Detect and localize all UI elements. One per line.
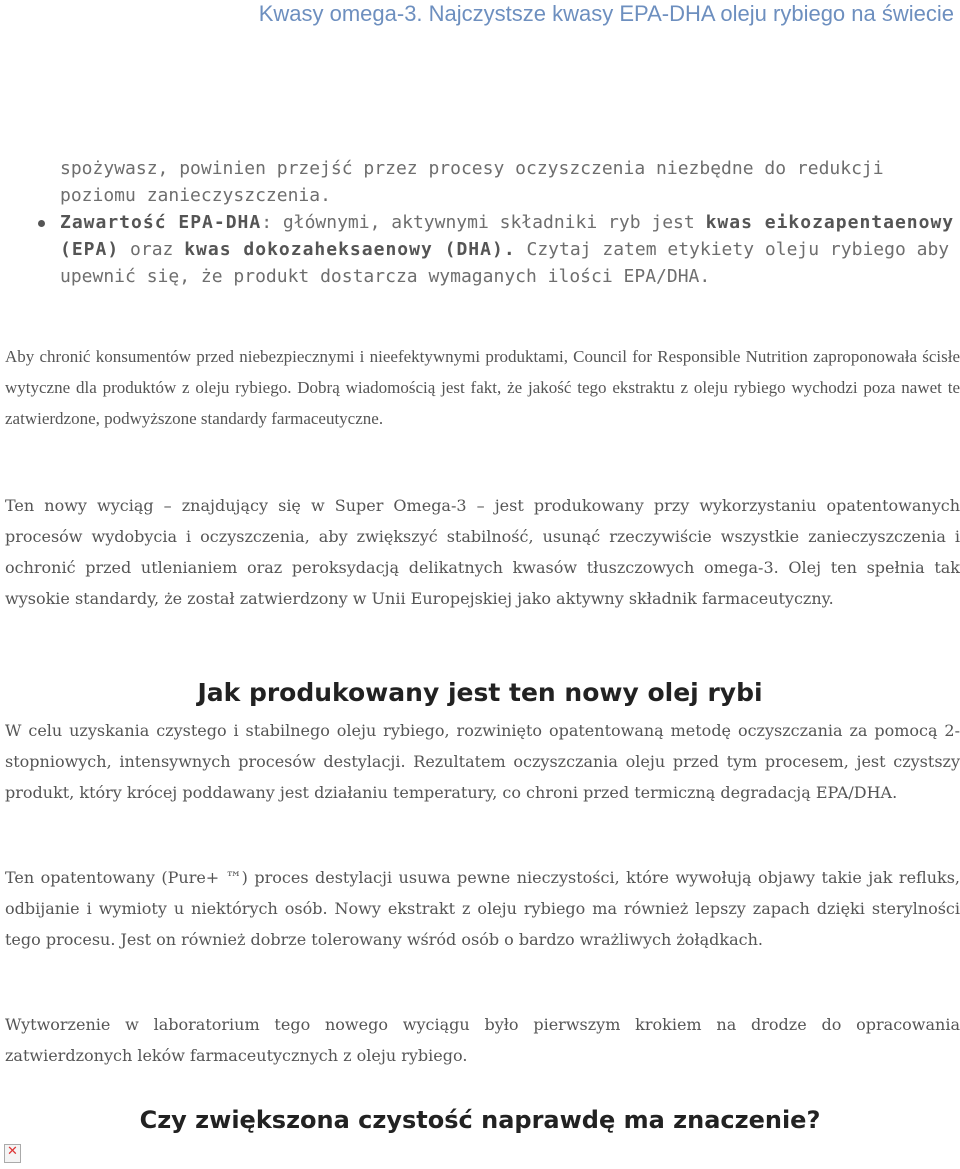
paragraph-laboratory: Wytworzenie w laboratorium tego nowego wyciągu było pierwszym krokiem na drodze do opracowania zatwierdzonych leków farmaceutycznych z oleju rybiego. (5, 1015, 960, 1065)
bullet-dot-icon (38, 220, 45, 227)
heading-purity-matters: Czy zwiększona czystość naprawdę ma znaczenie? (139, 1106, 821, 1134)
bullet-item-epa-dha (60, 209, 960, 290)
broken-image-icon: ✕ (4, 1144, 21, 1163)
continuation-text: spożywasz, powinien przejść przez procesy oczyszczenia niezbędne do redukcji poziomu zanieczyszczenia. (60, 158, 884, 206)
bullet-label: Zawartość EPA-DHA (60, 212, 262, 233)
heading-how-produced: Jak produkowany jest ten nowy olej rybi (197, 678, 763, 707)
bullet-text-2: oraz (119, 239, 185, 260)
paragraph-new-extract: Ten nowy wyciąg – znajdujący się w Super Omega-3 – jest produkowany przy wykorzystaniu opatentowanych procesów wydobycia i oczyszczenia, aby zwiększyć stabilność, usunąć rzeczywiście wszystkie zanieczyszczenia i ochronić przed utlenianiem oraz peroksydacją delikatnych kwasów tłuszczowych omega-3. Olej ten spełnia tak wysokie standardy, że został zatwierdzony w Unii Europejskiej jako aktywny składnik farmaceutyczny. (5, 496, 960, 608)
bullet-bold-epa: kwas eikozapentaenowy (EPA) (60, 212, 955, 260)
bullet-text-1: : głównymi, aktywnymi składniki ryb jest (261, 212, 706, 233)
paragraph-pure-plus: Ten opatentowany (Pure+ ™) proces destylacji usuwa pewne nieczystości, które wywołują objawy takie jak refluks, odbijanie i wymioty u niektórych osób. Nowy ekstrakt z oleju rybiego ma również lepszy zapach dzięki sterylności tego procesu. Jest on również dobrze tolerowany wśród osób o bardzo wrażliwych żołądkach. (5, 868, 960, 949)
bullet-text-3: Czytaj zatem etykiety oleju rybiego aby upewnić się, że produkt dostarcza wymaganych ilości EPA/DHA. (60, 239, 950, 287)
document-header-title: Kwasy omega-3. Najczystsze kwasy EPA-DHA oleju rybiego na świecie (258, 1, 954, 26)
paragraph-distillation: W celu uzyskania czystego i stabilnego oleju rybiego, rozwinięto opatentowaną metodę oczyszczania za pomocą 2-stopniowych, intensywnych procesów destylacji. Rezultatem oczyszczania oleju przed tym procesem, jest czystszy produkt, który krócej poddawany jest działaniu temperatury, co chroni przed termiczną degradacją EPA/DHA. (5, 721, 960, 802)
bullet-bold-dha: kwas dokozaheksaenowy (DHA). (184, 239, 516, 260)
paragraph-council: Aby chronić konsumentów przed niebezpiecznymi i nieefektywnymi produktami, Council for Responsible Nutrition zaproponowała ścisłe wytyczne dla produktów z oleju rybiego. Dobrą wiadomością jest fakt, że jakość tego ekstraktu z oleju rybiego wychodzi poza nawet te zatwierdzone, podwyższone standardy farmaceutyczne. (5, 347, 960, 428)
